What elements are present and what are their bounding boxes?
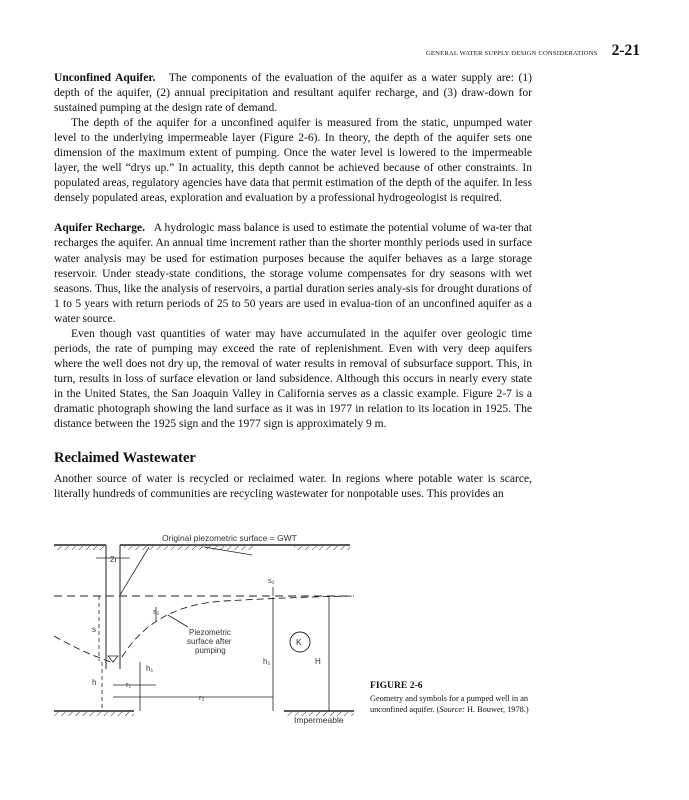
label-h1: h₁: [146, 664, 154, 673]
label-original-surface: Original piezometric surface = GWT: [162, 533, 297, 543]
label-r1: r₁: [126, 680, 132, 689]
label-k: K: [296, 637, 302, 647]
running-head: GENERAL WATER SUPPLY DESIGN CONSIDERATIONS: [425, 50, 598, 57]
label-piezo-1: Piezometric: [189, 628, 231, 637]
caption-title: FIGURE 2-6: [370, 680, 423, 691]
ground-hatch-left: [54, 546, 104, 550]
label-s: s: [92, 625, 96, 634]
caption-source-label: Source:: [439, 705, 465, 715]
reclaimed-p1: Another source of water is recycled or reclaimed water. In regions where potable water is scarce, literally hundreds of communities are recycling wastewater for nonpotable uses. This provides an: [54, 473, 532, 501]
label-h2: h₂: [263, 657, 271, 666]
body-text: [54, 71, 532, 502]
page-header: [54, 42, 640, 60]
figure-caption: FIGURE 2-6 Geometry and symbols for a pumped well in an unconfined aquifer. (Source: H. Bouwer, 1978.): [370, 680, 536, 716]
label-h: h: [92, 678, 97, 687]
ground-hatch-mid: [124, 546, 254, 550]
unconfined-p1-text: The components of the evaluation of the aquifer as a water supply are: (1) depth of the aquifer, (2) annual precipitation and resultant aquifer recharge, and (3) draw-down for sustained pumping at the design rate of demand.: [54, 72, 533, 115]
impermeable-hatch-left: [54, 712, 134, 716]
recharge-p2: Even though vast quantities of water may have accumulated in the aquifer over geologic time periods, the rate of pumping may exceed the rate of replenishment. Even with very deep aquifers where the well does not dry up, the removal of water results in removal of subsurface support. This, in turn, results in loss of surface elevation or land subsidence. Although this occurs in nearly every state in the United States, the San Joaquin Valley in California serves as a classic example. Figure 2-7 is a dramatic photograph showing the land surface as it was in 1977 in relation to its location in 1925. The distance between the 1925 sign and the 1977 sign is approximately 9 m.: [54, 327, 532, 431]
unconfined-p2: The depth of the aquifer for a unconfined aquifer is measured from the static, unpumped water level to the underlying impermeable layer (Figure 2-6). In theory, the depth of the aquifer sets one dimension of the maximum extent of pumping. Once the water level is lowered to the impermeable layer, the well “drys up.” In actuality, this depth cannot be achieved because of other constraints. In populated areas, regulatory agencies have data that permit estimation of the depth of the aquifer. In less densely populated areas, exploration and evaluation by a professional hydrogeologist is required.: [54, 117, 532, 205]
label-2r: 2r: [110, 555, 118, 564]
caption-text: Geometry and symbols for a pumped well in an unconfined aquifer.: [370, 693, 529, 715]
aquifer-recharge-paragraph: [54, 221, 532, 326]
caption-source: H. Bouwer, 1978.: [466, 705, 526, 715]
unconfined-aquifer-paragraph: [54, 71, 532, 116]
reclaimed-wastewater-heading: Reclaimed Wastewater: [54, 450, 196, 467]
figure-2-6: [54, 525, 654, 755]
label-impermeable: Impermeable: [294, 715, 344, 725]
piezo-leader: [168, 615, 188, 627]
label-s2: s₂: [268, 576, 275, 585]
title-leader: [120, 547, 149, 595]
recharge-p1-text: A hydrologic mass balance is used to estimate the potential volume of wa-ter that recharges the aquifer. An annual time increment rather than the shorter monthly periods used in surface water analysis may be used for estimation purposes because the aquifer behaves as a large storage reservoir. Under steady-state conditions, the storage volume compensates for dry seasons with wet seasons. Thus, like the analysis of reservoirs, a partial duration series analy-sis for drought durations of 1 to 5 years with return periods of 25 to 50 years are used in evalua-tion of an unconfined aquifer as a water source.: [54, 222, 533, 325]
label-s1: s₁: [153, 607, 160, 616]
aquifer-diagram: [54, 525, 654, 755]
label-r2: r₂: [199, 693, 205, 702]
label-H: H: [315, 657, 321, 666]
page-number: 2-21: [611, 42, 640, 59]
aquifer-recharge-heading: Aquifer Recharge.: [54, 222, 146, 235]
ground-hatch-right: [294, 546, 350, 550]
label-piezo-3: pumping: [195, 646, 226, 655]
label-piezo-2: surface after: [187, 637, 232, 646]
unconfined-aquifer-heading: Unconfined Aquifer.: [54, 72, 156, 84]
